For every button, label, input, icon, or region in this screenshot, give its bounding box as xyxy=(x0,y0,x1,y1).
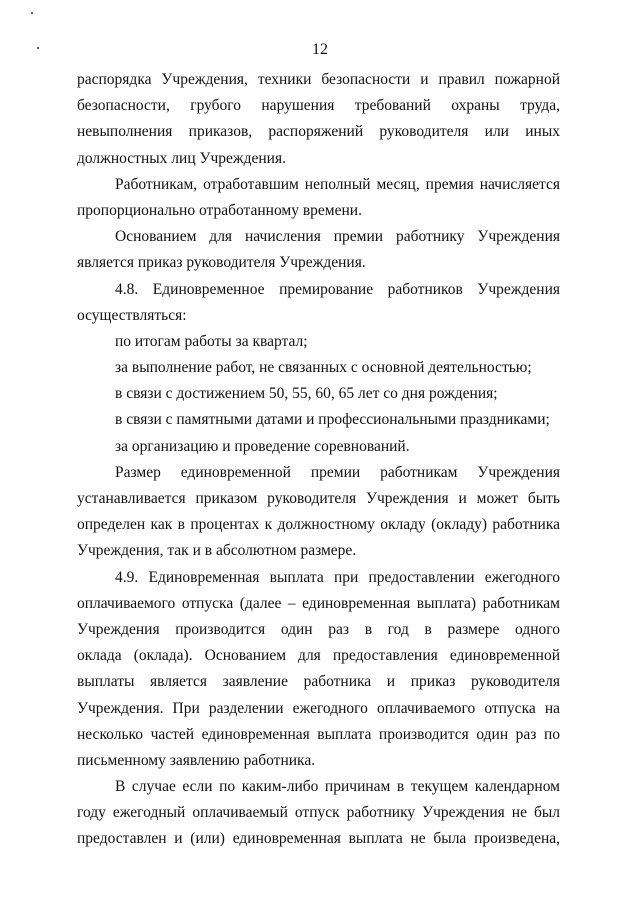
text-line: распорядка Учреждения, техники безопасности и правил пожарной xyxy=(77,71,560,88)
text-line: за выполнение работ, не связанных с основной деятельностью; xyxy=(115,359,532,377)
text-line: безопасности, грубого нарушения требований охраны труда, xyxy=(77,97,560,115)
text-line: Размер единовременной премии работникам Учреждения xyxy=(115,463,560,481)
text-line: устанавливается приказом руководителя Учреждения и может быть xyxy=(77,490,560,507)
text-line: несколько частей единовременная выплата производится один раз по xyxy=(77,725,560,743)
text-line: Учреждения производится один раз в год в размере одного xyxy=(77,620,560,638)
text-line: невыполнения приказов, распоряжений руководителя или иных xyxy=(77,123,560,141)
text-line: за организацию и проведение соревнований. xyxy=(115,437,410,455)
text-line: Основанием для начисления премии работнику Учреждения xyxy=(115,228,560,246)
text-line: году ежегодный оплачиваемый отпуск работнику Учреждения не был xyxy=(77,804,560,822)
text-line: осуществляться: xyxy=(77,306,187,324)
text-line: должностных лиц Учреждения. xyxy=(77,149,286,167)
document-body xyxy=(77,67,560,853)
text-line: оплачиваемого отпуска (далее – единовременная выплата) работникам xyxy=(77,594,560,612)
text-line: 4.8. Единовременное премирование работников Учреждения xyxy=(115,280,560,298)
text-line: письменному заявлению работника. xyxy=(77,751,316,769)
text-line: оклада (оклада). Основанием для предоставления единовременной xyxy=(77,647,560,665)
text-line: предоставлен и (или) единовременная выплата не была произведена, xyxy=(77,830,560,848)
page-number: 12 xyxy=(312,41,328,58)
text-line: В случае если по каким-либо причинам в текущем календарном xyxy=(115,778,560,796)
text-line: Работникам, отработавшим неполный месяц, премия начисляется xyxy=(115,175,560,193)
text-line: определен как в процентах к должностному окладу (окладу) работника xyxy=(77,516,560,534)
text-line: пропорционально отработанному времени. xyxy=(77,201,362,219)
text-line: Учреждения, так и в абсолютном размере. xyxy=(77,542,357,560)
text-line: Учреждения. При разделении ежегодного оплачиваемого отпуска на xyxy=(77,699,560,717)
text-line: в связи с достижением 50, 55, 60, 65 лет со дня рождения; xyxy=(115,385,498,403)
text-line: в связи с памятными датами и профессиональными праздниками; xyxy=(115,411,550,429)
scan-speck xyxy=(31,12,33,14)
text-line: 4.9. Единовременная выплата при предоставлении ежегодного xyxy=(115,568,560,586)
text-line: по итогам работы за квартал; xyxy=(115,332,308,350)
text-line: является приказ руководителя Учреждения. xyxy=(77,254,366,272)
text-line: выплаты является заявление работника и приказ руководителя xyxy=(77,673,560,691)
